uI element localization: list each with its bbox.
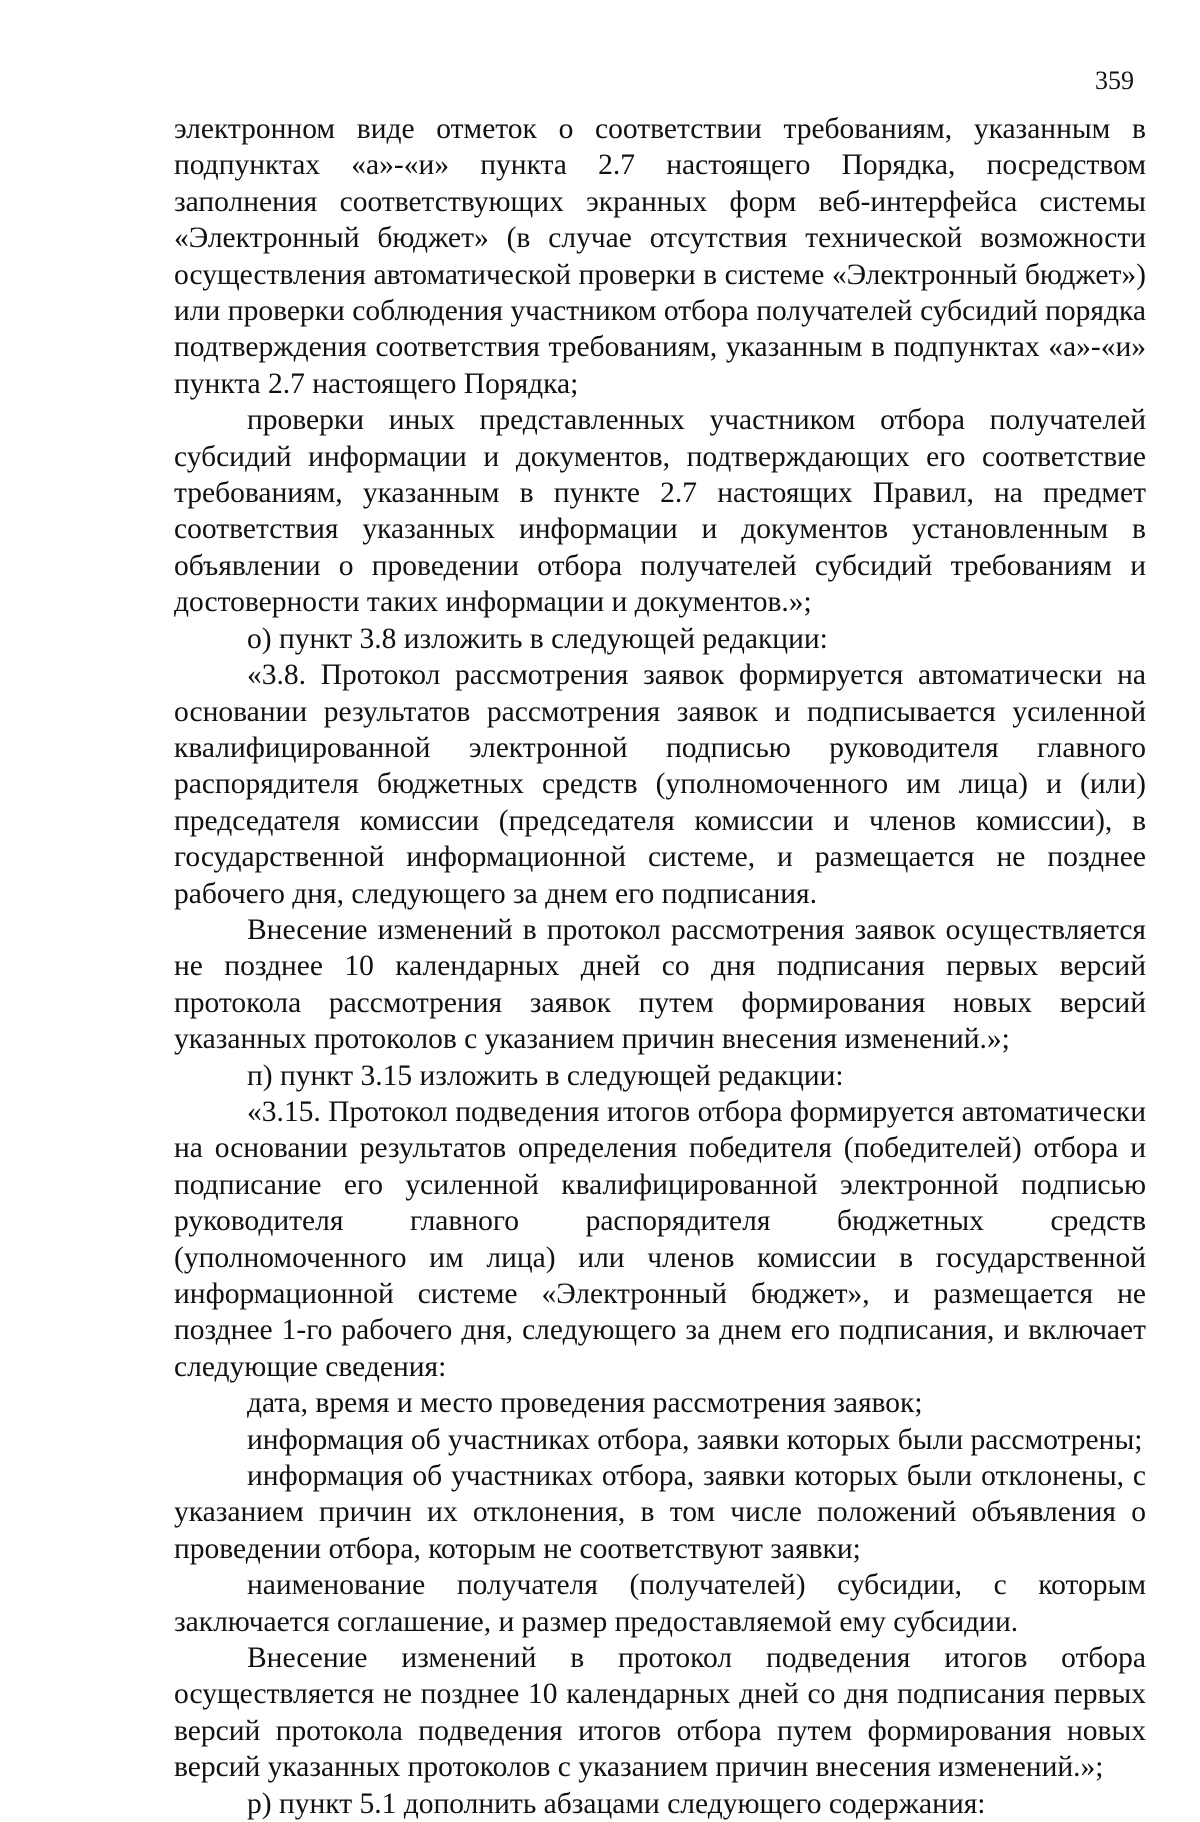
paragraph: «3.8. Протокол рассмотрения заявок формируется автоматически на основании результатов рассмотрения заявок и подписывается усиленной квалифицированной электронной подписью руководителя главного распорядителя бюджетных средств (уполномоченного им лица) и (или) председателя комиссии (председателя комиссии и членов комиссии), в государственной информационной системе, и размещается не позднее рабочего дня, следующего за днем его подписания. bbox=[174, 659, 1146, 910]
list-item: наименование получателя (получателей) субсидии, с которым заключается соглашение, и размер предоставляемой ему субсидии. bbox=[174, 1569, 1146, 1638]
paragraph-amendment-r: р) пункт 5.1 дополнить абзацами следующего содержания: bbox=[247, 1787, 986, 1820]
list-item: дата, время и место проведения рассмотрения заявок; bbox=[247, 1387, 923, 1420]
paragraph-continuation: электронном виде отметок о соответствии требованиям, указанным в подпунктах «а»-«и» пункта 2.7 настоящего Порядка, посредством заполнения соответствующих экранных форм веб-интерфейса системы «Электронный бюджет» (в случае отсутствия технической возможности осуществления автоматической проверки в системе «Электронный бюджет») или проверки соблюдения участником отбора получателей субсидий порядка подтверждения соответствия требованиям, указанным в подпунктах «а»-«и» пункта 2.7 настоящего Порядка; bbox=[174, 113, 1146, 400]
list-item: информация об участниках отбора, заявки которых были рассмотрены; bbox=[247, 1423, 1143, 1456]
paragraph: проверки иных представленных участником отбора получателей субсидий информации и документов, подтверждающих его соответствие требованиям, указанным в пункте 2.7 настоящих Правил, на предмет соответствия указанных информации и документов установленным в объявлении о проведении отбора получателей субсидий требованиям и достоверности таких информации и документов.»; bbox=[174, 404, 1146, 619]
paragraph: Внесение изменений в протокол рассмотрения заявок осуществляется не позднее 10 календарных дней со дня подписания первых версий протокола рассмотрения заявок путем формирования новых версий указанных протоколов с указанием причин внесения изменений.»; bbox=[174, 913, 1146, 1056]
paragraph: Внесение изменений в протокол подведения итогов отбора осуществляется не позднее 10 календарных дней со дня подписания первых версий протокола подведения итогов отбора путем формирования новых версий указанных протоколов с указанием причин внесения изменений.»; bbox=[174, 1642, 1146, 1784]
page-number: 359 bbox=[1095, 66, 1134, 95]
paragraph-amendment-p: п) пункт 3.15 изложить в следующей редакции: bbox=[247, 1059, 844, 1092]
paragraph: «3.15. Протокол подведения итогов отбора формируется автоматически на основании результатов определения победителя (победителей) отбора и подписание его усиленной квалифицированной электронной подписью руководителя главного распорядителя бюджетных средств (уполномоченного им лица) или членов комиссии в государственной информационной системе «Электронный бюджет», и размещается не позднее 1-го рабочего дня, следующего за днем его подписания, и включает следующие сведения: bbox=[174, 1095, 1146, 1383]
list-item: информация об участниках отбора, заявки которых были отклонены, с указанием причин их отклонения, в том числе положений объявления о проведении отбора, которым не соответствуют заявки; bbox=[174, 1460, 1146, 1565]
paragraph-amendment-o: о) пункт 3.8 изложить в следующей редакции: bbox=[247, 622, 828, 655]
document-body bbox=[174, 111, 1146, 1822]
